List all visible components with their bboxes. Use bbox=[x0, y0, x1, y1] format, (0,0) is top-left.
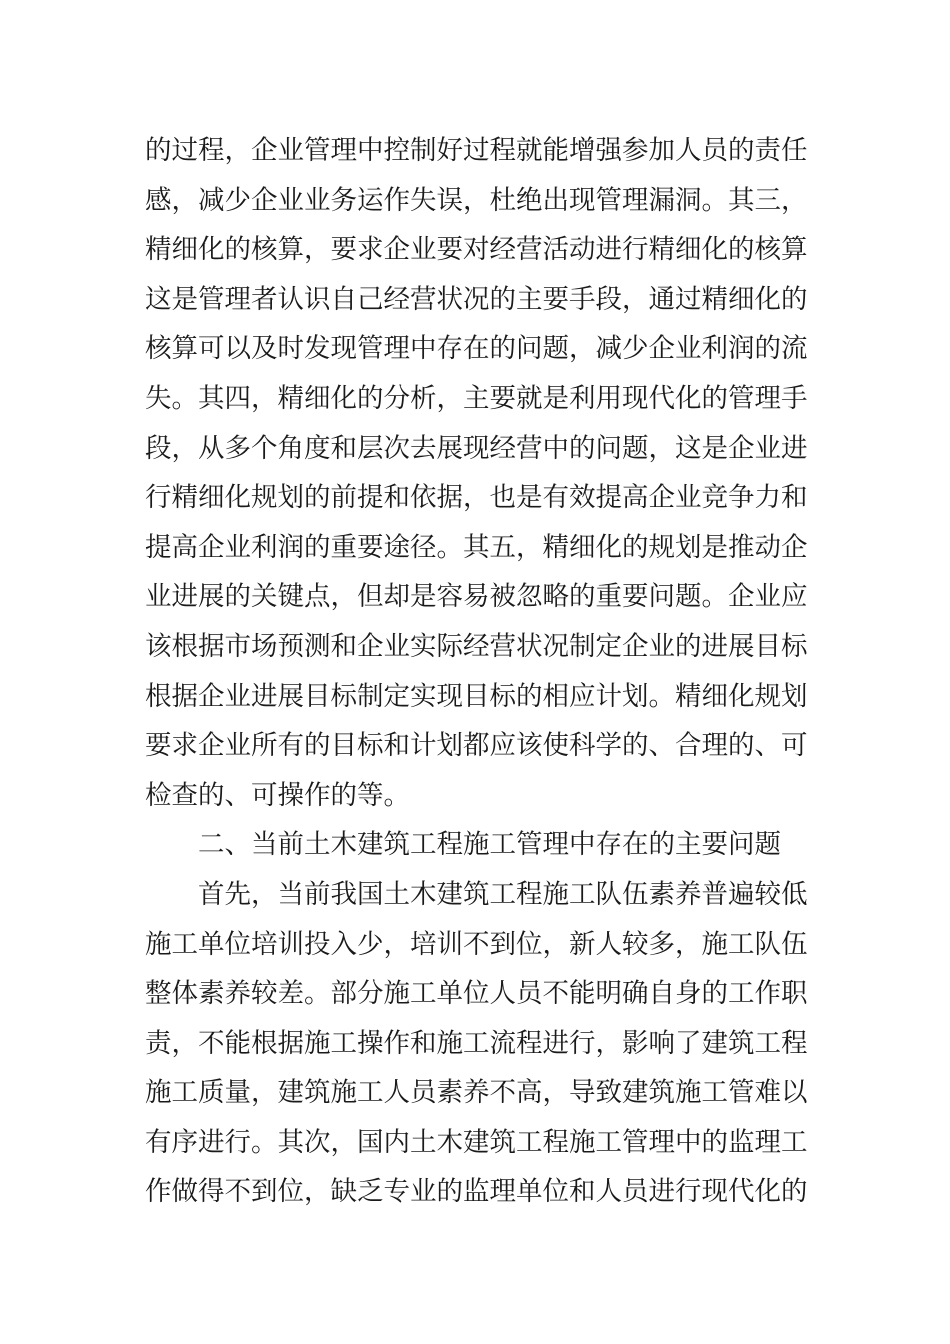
paragraph-line: 失。其四，精细化的分析，主要就是利用现代化的管理手 bbox=[145, 382, 808, 414]
paragraph-line: 检查的、可操作的等。 bbox=[145, 779, 410, 811]
paragraph-line: 施工单位培训投入少，培训不到位，新人较多，施工队伍 bbox=[145, 928, 808, 960]
paragraph-line: 的过程，企业管理中控制好过程就能增强参加人员的责任 bbox=[145, 135, 808, 166]
paragraph-line: 段，从多个角度和层次去展现经营中的问题，这是企业进 bbox=[145, 432, 808, 464]
paragraph-line: 感，减少企业业务运作失误，杜绝出现管理漏洞。其三， bbox=[145, 184, 808, 216]
paragraph-line: 精细化的核算，要求企业要对经营活动进行精细化的核算 bbox=[145, 234, 808, 266]
paragraph-line: 核算可以及时发现管理中存在的问题，减少企业利润的流 bbox=[145, 333, 808, 365]
paragraph-line: 要求企业所有的目标和计划都应该使科学的、合理的、可 bbox=[145, 730, 808, 762]
paragraph-line: 施工质量，建筑施工人员素养不高，导致建筑施工管难以 bbox=[145, 1077, 808, 1109]
paragraph-line: 这是管理者认识自己经营状况的主要手段，通过精细化的 bbox=[145, 283, 808, 315]
paragraph-line: 提高企业利润的重要途径。其五，精细化的规划是推动企 bbox=[145, 531, 808, 563]
paragraph-line: 业进展的关键点，但却是容易被忽略的重要问题。企业应 bbox=[145, 581, 808, 613]
paragraph-line: 有序进行。其次，国内土木建筑工程施工管理中的监理工 bbox=[145, 1126, 808, 1158]
paragraph-line: 作做得不到位，缺乏专业的监理单位和人员进行现代化的 bbox=[145, 1176, 808, 1208]
paragraph-line-indented: 二、当前土木建筑工程施工管理中存在的主要问题 bbox=[198, 829, 781, 861]
paragraph-line: 根据企业进展目标制定实现目标的相应计划。精细化规划 bbox=[145, 680, 808, 712]
body-text bbox=[145, 126, 810, 1217]
paragraph-line: 责，不能根据施工操作和施工流程进行，影响了建筑工程 bbox=[145, 1027, 808, 1059]
paragraph-line: 该根据市场预测和企业实际经营状况制定企业的进展目标 bbox=[145, 630, 808, 662]
paragraph-line: 整体素养较差。部分施工单位人员不能明确自身的工作职 bbox=[145, 978, 808, 1010]
paragraph-line-indented: 首先，当前我国土木建筑工程施工队伍素养普遍较低 bbox=[198, 878, 808, 910]
paragraph-line: 行精细化规划的前提和依据，也是有效提高企业竞争力和 bbox=[145, 482, 808, 514]
